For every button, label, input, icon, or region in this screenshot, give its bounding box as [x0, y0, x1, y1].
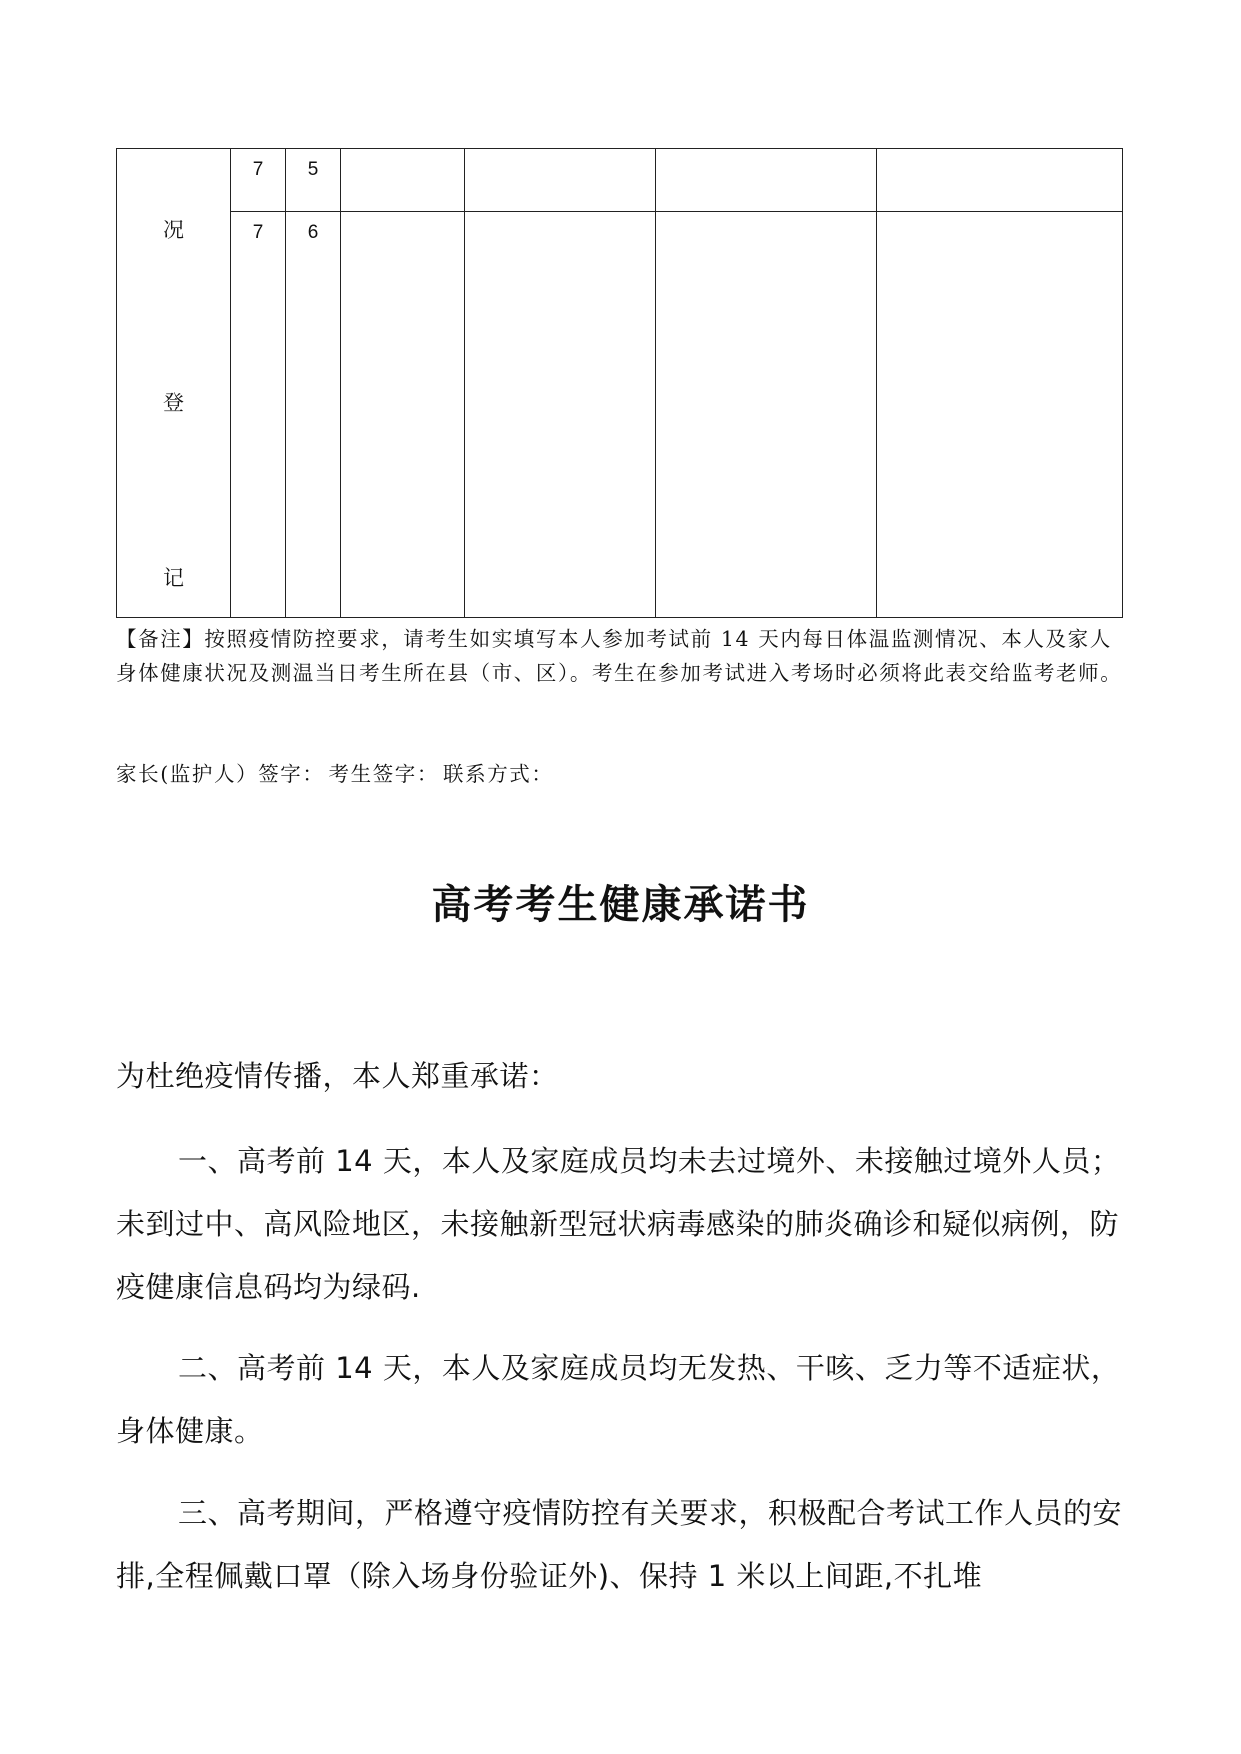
- pledge-item: 二、高考前 14 天，本人及家庭成员均无发热、干咳、乏力等不适症状，身体健康。: [116, 1351, 1121, 1448]
- table-cell[interactable]: [656, 149, 877, 212]
- table-cell: [286, 212, 341, 618]
- cell-value: 7: [252, 159, 264, 180]
- table-cell: [231, 212, 286, 618]
- table-row: [117, 212, 1123, 618]
- cell-value: 5: [307, 159, 319, 180]
- pledge-item: 一、高考前 14 天，本人及家庭成员均未去过境外、未接触过境外人员；未到过中、高风险地区，未接触新型冠状病毒感染的肺炎确诊和疑似病例，防疫健康信息码均为绿码.: [116, 1144, 1121, 1304]
- letter-title: 高考考生健康承诺书: [431, 882, 810, 928]
- table-cell[interactable]: [341, 212, 465, 618]
- signature-line: [116, 757, 1116, 787]
- table-row: [117, 149, 1123, 212]
- row-header-char: 登: [163, 391, 184, 415]
- table-cell[interactable]: [465, 149, 656, 212]
- remark-note: 【备注】按照疫情防控要求，请考生如实填写本人参加考试前 14 天内每日体温监测情况、本人及家人身体健康状况及测温当日考生所在县（市、区）。考生在参加考试进入考场时必须将此表交给监考老师。: [116, 627, 1123, 685]
- table-cell: [286, 149, 341, 212]
- table-cell[interactable]: [341, 149, 465, 212]
- table-cell[interactable]: [656, 212, 877, 618]
- row-header-char: 记: [163, 566, 184, 590]
- contact-label: 联系方式：: [443, 762, 554, 786]
- pledge-item: 三、高考期间，严格遵守疫情防控有关要求，积极配合考试工作人员的安排,全程佩戴口罩（除入场身份验证外)、保持 1 米以上间距,不扎堆: [116, 1496, 1123, 1593]
- student-signature-label: 考生签字：: [328, 762, 439, 786]
- table-cell[interactable]: [877, 212, 1123, 618]
- letter-intro: 为杜绝疫情传播，本人郑重承诺：: [116, 1059, 559, 1093]
- table-cell[interactable]: [465, 212, 656, 618]
- row-header-char: 况: [163, 218, 184, 242]
- cell-value: 7: [252, 222, 264, 243]
- parent-signature-label: 家长(监护人）签字：: [116, 762, 325, 786]
- row-header-cell: [117, 149, 231, 618]
- table-cell: [231, 149, 286, 212]
- health-registration-table: [116, 148, 1123, 618]
- cell-value: 6: [307, 222, 319, 243]
- table-cell[interactable]: [877, 149, 1123, 212]
